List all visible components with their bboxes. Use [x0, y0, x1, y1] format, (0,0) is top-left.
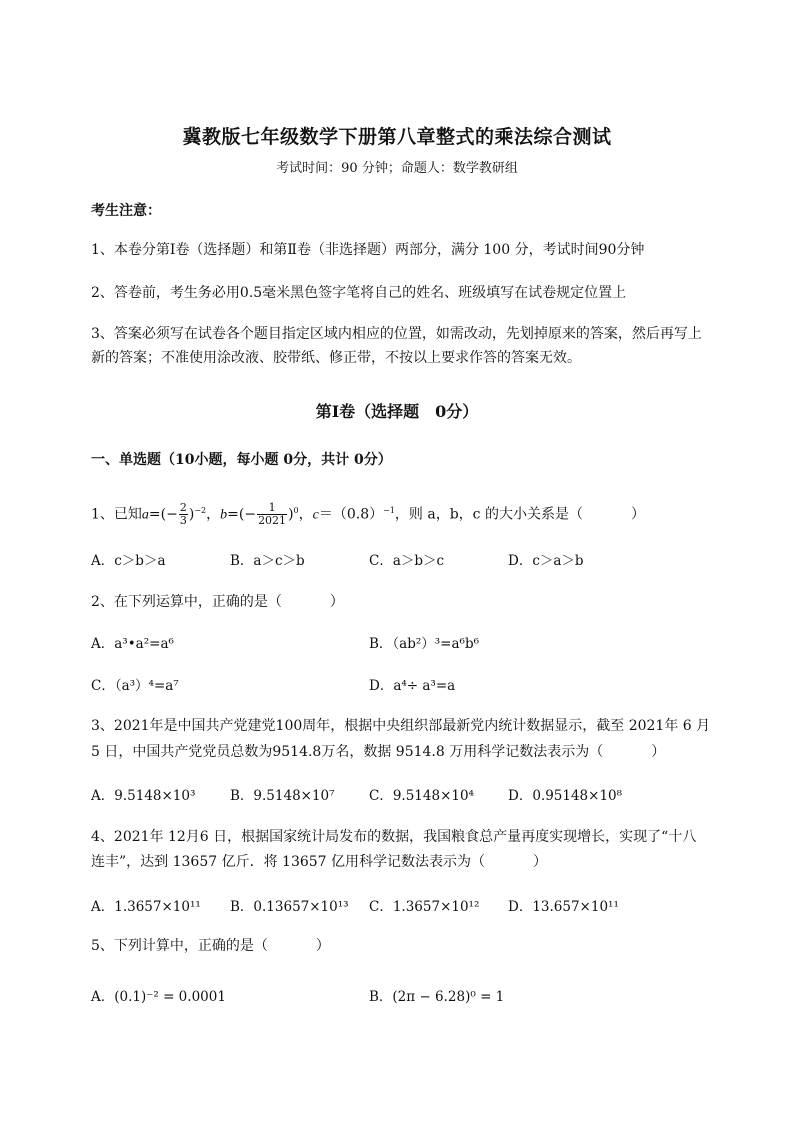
q1-b-close: ) — [288, 506, 294, 523]
q1-prefix: 1、已知 — [91, 506, 142, 523]
notice-item-1: 1、本卷分第Ⅰ卷（选择题）和第Ⅱ卷（非选择题）两部分，满分 100 分，考试时间90分钟 — [91, 242, 645, 258]
question-4-line-1: 4、2021年 12月6 日，根据国家统计局发布的数据，我国粮食总产量再度实现增长，实现了“十八 — [91, 829, 697, 845]
q1-b-var: b — [220, 507, 228, 523]
part-heading: 一、单选题（10小题，每小题 0分，共计 0分） — [91, 452, 392, 468]
notice-heading: 考生注意： — [91, 203, 161, 219]
q1-a-eq: =(− — [148, 506, 178, 523]
page-title: 冀教版七年级数学下册第八章整式的乘法综合测试 — [182, 126, 612, 148]
q4-option-c[interactable]: C．1.3657×10¹² — [369, 899, 480, 915]
q1-sep-2: ， — [298, 506, 313, 523]
q1-sep-1: ， — [206, 506, 221, 523]
section-title: 第Ⅰ卷（选择题 0分） — [315, 402, 479, 421]
q1-c-exponent: −1 — [383, 506, 395, 515]
q4-option-a[interactable]: A．1.3657×10¹¹ — [91, 899, 201, 915]
q5-stem: 5、下列计算中，正确的是（ — [91, 938, 268, 954]
q4-option-b[interactable]: B．0.13657×10¹³ — [230, 899, 349, 915]
q2-option-d[interactable]: D．a⁴÷ a³=a — [369, 678, 456, 694]
question-5-stem — [91, 936, 731, 956]
q2-option-b[interactable]: B．（ab²）³=a⁶b⁶ — [369, 636, 480, 652]
q1-b-denominator: 2021 — [258, 514, 287, 528]
q1-a-denominator: 3 — [179, 514, 187, 528]
q1-c-rhs: ＝（0.8） — [318, 506, 384, 523]
q1-b-numerator: 1 — [257, 502, 287, 515]
q3-option-c[interactable]: C．9.5148×10⁴ — [369, 788, 474, 804]
notice-item-2: 2、答卷前，考生务必用0.5毫米黑色签字笔将自己的姓名、班级填写在试卷规定位置上 — [91, 285, 627, 301]
q5-option-b[interactable]: B．(2π − 6.28)⁰ = 1 — [369, 989, 505, 1005]
q5-close: ） — [315, 938, 330, 954]
question-3-line-2 — [91, 742, 731, 762]
question-2-stem — [91, 592, 731, 612]
q4-line-2: 连丰”，达到 13657 亿斤．将 13657 亿用科学记数法表示为（ — [91, 854, 486, 870]
q4-close: ） — [533, 854, 548, 870]
q4-option-d[interactable]: D．13.657×10¹¹ — [508, 899, 619, 915]
q5-option-a[interactable]: A．(0.1)⁻² = 0.0001 — [91, 989, 226, 1005]
question-3-line-1: 3、2021年是中国共产党建党100周年，根据中央组织部最新党内统计数据显示，截至 2021年 6 月 — [91, 718, 711, 734]
q2-option-c[interactable]: C．（a³）⁴=a⁷ — [91, 678, 179, 694]
q1-option-b[interactable]: B．a＞c＞b — [230, 553, 305, 569]
q3-option-b[interactable]: B．9.5148×10⁷ — [230, 788, 335, 804]
q3-option-d[interactable]: D．0.95148×10⁸ — [508, 788, 623, 804]
q1-a-numerator: 2 — [179, 501, 187, 515]
q1-suffix: ，则 a，b，c 的大小关系是（ — [394, 506, 583, 523]
q1-b-eq: =(− — [227, 506, 257, 523]
q1-c-var: c — [312, 507, 319, 523]
question-4-line-2 — [91, 852, 731, 872]
q2-option-a[interactable]: A．a³•a²=a⁶ — [91, 636, 174, 652]
q3-option-a[interactable]: A．9.5148×10³ — [91, 788, 196, 804]
q2-close: ） — [329, 594, 344, 610]
q3-close: ） — [651, 744, 666, 760]
q1-a-exponent: −2 — [194, 506, 207, 515]
q3-line-2: 5 日，中国共产党党员总数为9514.8万名，数据 9514.8 万用科学记数法表示为（ — [91, 744, 604, 760]
exam-subtitle: 考试时间：90 分钟；命题人：数学教研组 — [276, 161, 518, 176]
q1-close: ） — [630, 506, 645, 523]
notice-item-3: 3、答案必须写在试卷各个题目指定区域内相应的位置，如需改动，先划掉原来的答案，然后再写上新的答案；不准使用涂改液、胶带纸、修正带，不按以上要求作答的答案无效。 — [91, 326, 702, 366]
q1-a-fraction — [179, 502, 188, 527]
q1-option-c[interactable]: C．a＞b＞c — [369, 553, 445, 569]
q1-option-d[interactable]: D．c＞a＞b — [508, 553, 584, 569]
q1-b-exponent: 0 — [293, 506, 299, 515]
question-1-stem — [91, 496, 731, 531]
q1-a-var: a — [141, 507, 149, 523]
q1-b-fraction — [257, 502, 287, 527]
q2-stem: 2、在下列运算中，正确的是（ — [91, 594, 282, 610]
q1-option-a[interactable]: A．c＞b＞a — [91, 553, 166, 569]
q1-a-close: ) — [188, 506, 195, 523]
